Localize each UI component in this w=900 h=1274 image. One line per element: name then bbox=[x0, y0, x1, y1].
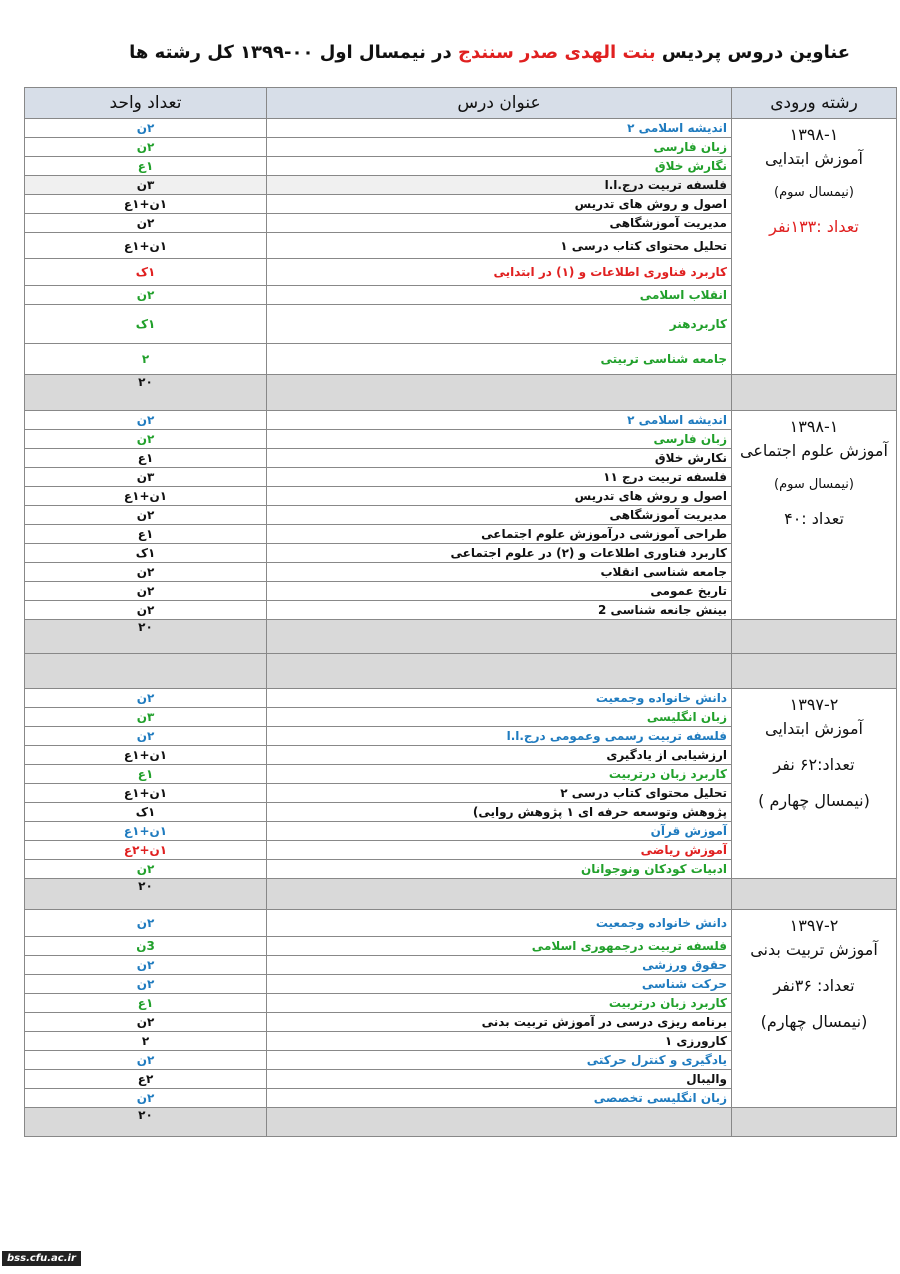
total-empty-course bbox=[267, 879, 732, 910]
course-units: 3ن bbox=[25, 937, 267, 956]
course-units: ۱ن+۱ع bbox=[25, 822, 267, 841]
course-name: کاربرد زبان درتربیت bbox=[267, 765, 732, 784]
course-name: نکارش خلاق bbox=[267, 449, 732, 468]
course-name: دانش خانواده وجمعیت bbox=[267, 910, 732, 937]
course-name: تحلیل محتوای کتاب درسی ۱ bbox=[267, 233, 732, 259]
course-name: اندیشه اسلامی ۲ bbox=[267, 119, 732, 138]
course-name: زبان انگلیسی bbox=[267, 708, 732, 727]
course-units: ۳ن bbox=[25, 176, 267, 195]
total-units: ۲۰ bbox=[25, 1108, 267, 1137]
course-units: ۲ن bbox=[25, 727, 267, 746]
course-units: ۲ن bbox=[25, 563, 267, 582]
course-name: زبان فارسی bbox=[267, 138, 732, 157]
course-name: تحلیل محتوای کتاب درسی ۲ bbox=[267, 784, 732, 803]
course-name: نگارش خلاق bbox=[267, 157, 732, 176]
course-name: مدیریت آموزشگاهی bbox=[267, 506, 732, 525]
course-name: زبان فارسی bbox=[267, 430, 732, 449]
course-units: ۱ک bbox=[25, 544, 267, 563]
course-name: فلسفه تربیت درجمهوری اسلامی bbox=[267, 937, 732, 956]
course-name: کاربرد فناوری اطلاعات و (۱) در ابتدایی bbox=[267, 259, 732, 286]
course-name: ادبیات کودکان ونوجوانان bbox=[267, 860, 732, 879]
spacer-cell bbox=[25, 654, 267, 689]
total-row bbox=[25, 879, 897, 910]
course-units: ۱ن+۲ع bbox=[25, 841, 267, 860]
total-row bbox=[25, 1108, 897, 1137]
course-name: تاریخ عمومی bbox=[267, 582, 732, 601]
course-name: برنامه ریزی درسی در آموزش تربیت بدنی bbox=[267, 1013, 732, 1032]
course-units: ۲ن bbox=[25, 119, 267, 138]
course-units: ۳ن bbox=[25, 468, 267, 487]
course-name: اندیشه اسلامی ۲ bbox=[267, 411, 732, 430]
course-name: پژوهش وتوسعه حرفه ای ۱ پژوهش روایی) bbox=[267, 803, 732, 822]
table-row bbox=[25, 411, 897, 430]
total-empty-course bbox=[267, 620, 732, 654]
course-units: ۲ن bbox=[25, 411, 267, 430]
course-name: والیبال bbox=[267, 1070, 732, 1089]
field-line: آموزش علوم اجتماعی bbox=[740, 441, 888, 460]
total-empty-course bbox=[267, 375, 732, 411]
field-line: ۱۳۹۸-۱ bbox=[789, 417, 839, 436]
course-units: ۱ن+۱ع bbox=[25, 195, 267, 214]
field-line: (نیمسال سوم) bbox=[774, 185, 854, 200]
field-line: آموزش تربیت بدنی bbox=[750, 940, 878, 959]
field-cell bbox=[732, 910, 897, 1108]
course-units: ۲ن bbox=[25, 430, 267, 449]
course-units: ۱ن+۱ع bbox=[25, 487, 267, 506]
total-empty-field bbox=[732, 879, 897, 910]
course-name: اصول و روش های تدریس bbox=[267, 195, 732, 214]
table-header-row bbox=[25, 88, 897, 119]
course-name: طراحی آموزشی درآموزش علوم اجتماعی bbox=[267, 525, 732, 544]
table-row bbox=[25, 910, 897, 937]
field-line: تعداد: ۳۶نفر bbox=[773, 976, 855, 995]
course-name: جامعه شناسی انقلاب bbox=[267, 563, 732, 582]
course-units: ۲ن bbox=[25, 506, 267, 525]
course-units: ۲ع bbox=[25, 1070, 267, 1089]
total-row bbox=[25, 375, 897, 411]
total-row bbox=[25, 620, 897, 654]
total-empty-field bbox=[732, 375, 897, 411]
course-units: ۲ن bbox=[25, 601, 267, 620]
course-units: ۲ن bbox=[25, 1051, 267, 1070]
course-units: ۱ع bbox=[25, 157, 267, 176]
courses-table bbox=[24, 87, 897, 1137]
field-line: تعداد :۴۰ bbox=[784, 508, 844, 528]
course-units: ۲ن bbox=[25, 214, 267, 233]
header-units: تعداد واحد bbox=[25, 88, 267, 119]
course-name: حقوق ورزشی bbox=[267, 956, 732, 975]
course-name: کاربرد فناوری اطلاعات و (۲) در علوم اجتماعی bbox=[267, 544, 732, 563]
course-name: جامعه شناسی تربیتی bbox=[267, 344, 732, 375]
title-part1: عناوین دروس پردیس bbox=[661, 42, 850, 63]
field-line: تعداد:۶۲ نفر bbox=[773, 755, 855, 774]
field-cell bbox=[732, 411, 897, 620]
course-units: ۱ع bbox=[25, 525, 267, 544]
field-line: ۱۳۹۷-۲ bbox=[789, 695, 839, 714]
field-line: ۱۳۹۷-۲ bbox=[789, 916, 839, 935]
course-name: بینش جانعه شناسی 2 bbox=[267, 601, 732, 620]
header-field: رشته ورودی bbox=[732, 88, 897, 119]
course-name: کاربرد زبان درتربیت bbox=[267, 994, 732, 1013]
course-units: ۲ن bbox=[25, 910, 267, 937]
site-footer-badge: bss.cfu.ac.ir bbox=[2, 1251, 81, 1266]
field-line: تعداد :۱۳۳نفر bbox=[769, 216, 859, 236]
title-highlight: بنت الهدی صدر سنندج bbox=[458, 42, 656, 63]
course-name: فلسفه تربیت درج.ا.ا bbox=[267, 176, 732, 195]
course-units: ۱ک bbox=[25, 259, 267, 286]
spacer-cell bbox=[732, 654, 897, 689]
course-name: حرکت شناسی bbox=[267, 975, 732, 994]
course-units: ۲ن bbox=[25, 689, 267, 708]
course-name: دانش خانواده وجمعیت bbox=[267, 689, 732, 708]
course-units: ۳ن bbox=[25, 708, 267, 727]
table-row bbox=[25, 119, 897, 138]
course-units: ۲ن bbox=[25, 582, 267, 601]
field-line: ۱۳۹۸-۱ bbox=[789, 125, 839, 144]
course-units: ۲ bbox=[25, 1032, 267, 1051]
course-units: ۲ن bbox=[25, 975, 267, 994]
spacer-row bbox=[25, 654, 897, 689]
course-units: ۱ع bbox=[25, 994, 267, 1013]
field-line: (نیمسال چهارم ) bbox=[758, 791, 870, 810]
field-cell bbox=[732, 119, 897, 375]
table-body bbox=[25, 119, 897, 1137]
course-units: ۲ن bbox=[25, 956, 267, 975]
total-empty-course bbox=[267, 1108, 732, 1137]
field-line: (نیمسال سوم) bbox=[774, 477, 854, 492]
field-line: (نیمسال چهارم) bbox=[760, 1012, 868, 1031]
spacer-cell bbox=[267, 654, 732, 689]
course-units: ۱ک bbox=[25, 305, 267, 344]
header-course: عنوان درس bbox=[267, 88, 732, 119]
total-units: ۲۰ bbox=[25, 375, 267, 411]
course-name: فلسفه تربیت رسمی وعمومی درج.ا.ا bbox=[267, 727, 732, 746]
total-units: ۲۰ bbox=[25, 879, 267, 910]
course-units: ۱ع bbox=[25, 765, 267, 784]
course-units: ۲ن bbox=[25, 1013, 267, 1032]
course-units: ۱ن+۱ع bbox=[25, 784, 267, 803]
course-units: ۲ن bbox=[25, 860, 267, 879]
field-line: آموزش ابتدایی bbox=[765, 719, 863, 738]
page-title bbox=[30, 42, 850, 63]
course-name: مدیریت آموزشگاهی bbox=[267, 214, 732, 233]
course-name: انقلاب اسلامی bbox=[267, 286, 732, 305]
course-units: ۱ن+۱ع bbox=[25, 746, 267, 765]
course-units: ۱ک bbox=[25, 803, 267, 822]
course-name: اصول و روش های تدریس bbox=[267, 487, 732, 506]
course-units: ۱ن+۱ع bbox=[25, 233, 267, 259]
course-units: ۲ن bbox=[25, 1089, 267, 1108]
course-units: ۲ bbox=[25, 344, 267, 375]
course-units: ۲ن bbox=[25, 138, 267, 157]
course-name: کاربردهنر bbox=[267, 305, 732, 344]
course-name: کارورزی ۱ bbox=[267, 1032, 732, 1051]
course-units: ۱ع bbox=[25, 449, 267, 468]
course-name: آموزش ریاضی bbox=[267, 841, 732, 860]
total-units: ۲۰ bbox=[25, 620, 267, 654]
title-part2: در نیمسال اول ۰۰-۱۳۹۹ کل رشته ها bbox=[129, 42, 452, 63]
course-name: فلسفه تربیت درج ۱۱ bbox=[267, 468, 732, 487]
course-name: ارزشیابی از یادگیری bbox=[267, 746, 732, 765]
course-name: زبان انگلیسی تخصصی bbox=[267, 1089, 732, 1108]
course-units: ۲ن bbox=[25, 286, 267, 305]
total-empty-field bbox=[732, 620, 897, 654]
total-empty-field bbox=[732, 1108, 897, 1137]
field-cell bbox=[732, 689, 897, 879]
course-name: یادگیری و کنترل حرکتی bbox=[267, 1051, 732, 1070]
table-row bbox=[25, 689, 897, 708]
course-name: آموزش قرآن bbox=[267, 822, 732, 841]
field-line: آموزش ابتدایی bbox=[765, 149, 863, 168]
